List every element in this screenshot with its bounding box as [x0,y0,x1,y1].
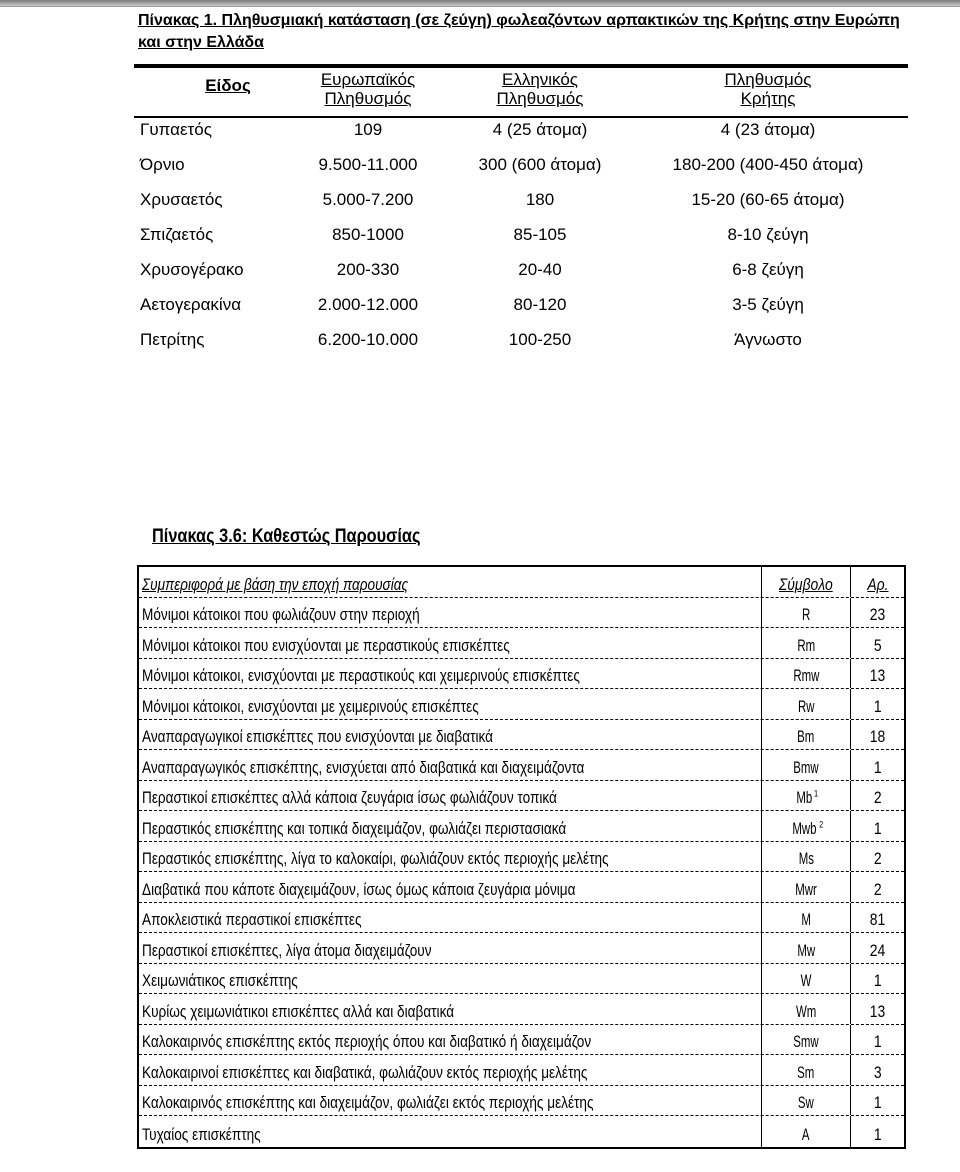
table2-description-cell [139,994,762,1024]
table2-symbol [799,971,812,991]
table1-value-cell: 300 (600 άτομα) [478,155,602,174]
table2-count: 23 [869,605,886,624]
table2-description: Αναπαραγωγικοί επισκέπτες που ενισχύονται με διαβατικά [142,727,493,746]
table2-row [139,811,904,842]
table2-description-cell [139,720,762,750]
table2-description-cell [139,1055,762,1085]
table1-value-cell: 6-8 ζεύγη [732,260,804,279]
table2-count: 1 [873,1093,882,1112]
table2-symbol-text: Mwb [791,818,817,838]
table2-row [139,689,904,720]
table2-description-cell [139,1025,762,1055]
table2-symbol-cell [762,903,851,933]
table2-description-cell [139,933,762,963]
table1-value-cell: 9.500-11.000 [318,155,418,174]
table1-header-line: Κρήτης [740,89,796,108]
table2-count-cell [851,870,904,902]
table2-symbol-text: Mb [795,788,812,807]
table2-description: Καλοκαιρινός επισκέπτης εκτός περιοχής όπου και διαβατικό ή διαχειμάζον [142,1032,592,1051]
table2-symbol [801,1125,810,1145]
table2-title: Πίνακας 3.6: Καθεστώς Παρουσίας [152,526,421,547]
table2-count: 2 [873,788,882,807]
table2-symbol-cell [762,933,851,963]
table2-description: Κυρίως χειμωνιάτικοι επισκέπτες αλλά και διαβατικά [142,1001,455,1021]
table2-description-cell [139,903,762,933]
table2-count-cell [851,687,904,719]
table2-symbol-cell [762,1055,851,1085]
table2-description-cell [139,628,762,658]
table1-header-cell [450,70,630,108]
table2-row [139,872,904,903]
table2-count-cell [851,596,904,628]
table1-value-cell: 3-5 ζεύγη [732,295,804,314]
table2-row [139,598,904,629]
table2-count-cell [851,779,904,811]
table2-symbol [791,1032,822,1052]
table2-description: Αναπαραγωγικός επισκέπτης, ενισχύεται από διαβατικά και διαχειμάζοντα [142,757,585,777]
table1-value-cell: 200-330 [336,260,400,279]
table1-top-rule [134,64,908,68]
table1-value-cell: 180 [525,190,555,209]
table2-description: Αποκλειστικά περαστικοί επισκέπτες [142,910,362,929]
table2-count-cell [851,1023,904,1055]
table2-description: Διαβατικά που κάποτε διαχειμάζουν, ίσως όμως κάποια ζευγάρια μόνιμα [142,879,576,899]
table2-row [139,994,904,1025]
table2-symbol-text: Sm [797,1062,815,1082]
table2-symbol-text: Sw [798,1093,814,1112]
table2-symbol [796,697,816,717]
table2-description-cell [139,811,762,841]
table2-symbol-text: W [800,971,812,990]
table1-value-cell: Άγνωστο [734,330,802,349]
table1-value-cell: 8-10 ζεύγη [727,225,809,244]
table2-row [139,1116,904,1147]
table2-count: 13 [869,666,886,685]
table2-symbol [791,758,822,778]
table2-symbol-cell [762,781,851,811]
table2-description: Περαστικοί επισκέπτες αλλά κάποια ζευγάρια ίσως φωλιάζουν τοπικά [142,788,557,807]
table2-symbol-cell [762,1025,851,1055]
table2-count: 1 [873,1124,882,1144]
table2-description-cell [139,750,762,780]
table2-count: 1 [873,757,882,777]
table2-count: 2 [873,849,882,868]
table1-header-cell [188,76,268,95]
table2-header-label: Συμπεριφορά με βάση την εποχή παρουσίας [142,574,409,594]
table2-row [139,933,904,964]
table2-count-cell [851,840,904,872]
table2-symbol [793,880,819,900]
table2-symbol-text: Wm [795,1001,817,1021]
table2-symbol [800,910,812,930]
table1-value-cell: 2.000-12.000 [317,295,419,314]
window-top-bar [0,0,960,7]
table2-symbol-cell [762,811,851,841]
table2-description-cell [139,964,762,994]
table2-symbol-cell [762,964,851,994]
table2-count-cell [851,657,904,689]
table1-species-cell: Αετογερακίνα [140,295,242,314]
table1-value-cell: 5.000-7.200 [322,190,414,209]
table2-symbol [797,849,816,869]
table1-species-cell: Όρνιο [140,155,185,174]
table2-symbol-text: Rm [797,635,815,655]
table2-description-cell [139,1116,762,1147]
table2-symbol-cell [762,689,851,719]
table2-description-cell [139,659,762,689]
table2-symbol [789,819,823,839]
table2-symbol-text: Smw [793,1032,819,1051]
table1-value-cell: 85-105 [513,225,567,244]
table2-count-cell [851,1084,904,1116]
table2-symbol [794,788,817,808]
table2-symbol-footnote: 1 [813,788,818,799]
table2-count: 13 [869,1001,886,1021]
table2-symbol-cell [762,1086,851,1116]
table2-description: Περαστικός επισκέπτης, λίγα το καλοκαίρι, φωλιάζουν εκτός περιοχής μελέτης [142,849,609,868]
table2-description-cell [139,598,762,628]
table1-header-line: Πληθυσμός [324,89,412,108]
table2-count-cell [851,901,904,933]
table2-symbol-text: Mwr [795,879,817,899]
table2-count: 2 [873,879,882,899]
table2-symbol-text: Ms [798,849,814,868]
table2-count-cell [851,626,904,658]
table2-row [139,1055,904,1086]
table2-symbol [790,666,822,686]
table2-symbol-cell [762,872,851,902]
table2 [137,565,906,1149]
table2-description-cell [139,1086,762,1116]
table2-symbol-text: Bmw [793,757,819,777]
table2-description: Μόνιμοι κάτοικοι, ενισχύονται με χειμερινούς επισκέπτες [142,696,479,716]
table2-symbol-cell [762,720,851,750]
table2-symbol-footnote: 2 [818,818,823,829]
table1-value-cell: 850-1000 [332,225,404,244]
table2-count: 24 [869,940,886,960]
table2-symbol [796,1063,817,1083]
table1-header-line: Ελληνικός [501,70,578,89]
table2-row [139,628,904,659]
table2-description: Καλοκαιρινός επισκέπτης και διαχειμάζον, φωλιάζει εκτός περιοχής μελέτης [142,1093,594,1112]
table1-species-cell: Γυπαετός [140,120,212,139]
table1-title: Πίνακας 1. Πληθυσμιακή κατάσταση (σε ζεύγη) φωλεαζόντων αρπακτικών της Κρήτης στην Ευρώπη και στην Ελλάδα [138,12,900,51]
table2-count-cell [851,1053,904,1085]
table1-value-cell: 109 [353,120,383,139]
table2-description: Καλοκαιρινοί επισκέπτες και διαβατικά, φωλιάζουν εκτός περιοχής μελέτης [142,1062,588,1082]
table2-symbol-text: Rmw [792,666,820,685]
table2-description-cell [139,872,762,902]
table2-count: 1 [873,696,882,716]
table2-header-cell [139,567,762,597]
table2-row [139,903,904,934]
table2-description: Μόνιμοι κάτοικοι που φωλιάζουν στην περιοχή [142,605,420,624]
table1-species-cell: Χρυσογέρακο [140,260,244,279]
table2-symbol-text: M [801,910,811,929]
table2-count: 1 [873,818,882,838]
table2-count-cell [851,718,904,750]
table1-header-line: Πληθυσμός [724,70,812,89]
table2-count: 1 [873,971,882,990]
table1-header-cell [678,70,858,108]
table2-count: 5 [873,635,882,655]
table2-header-row [139,567,904,598]
table2-row [139,720,904,751]
table1-value-cell: 6.200-10.000 [317,330,419,349]
table2-symbol-text: A [802,1124,810,1144]
table2-symbol-cell [762,598,851,628]
table2-symbol-text: Bm [797,727,815,746]
table2-header-label: Σύμβολο [779,574,833,594]
table2-symbol-cell [762,628,851,658]
table2-count-cell [851,992,904,1024]
table2-symbol-cell [762,842,851,872]
table2-symbol-text: Mw [797,940,815,960]
table2-description-cell [139,842,762,872]
table2-symbol [794,1002,819,1022]
table2-symbol [801,605,811,625]
table1-value-cell: 20-40 [518,260,562,279]
table1-header-line: Ευρωπαϊκός [320,70,416,89]
table2-description: Χειμωνιάτικος επισκέπτης [142,971,298,990]
table1-species-cell: Σπιζαετός [140,225,214,244]
table2-count: 81 [869,910,886,929]
table2-count: 18 [869,727,886,746]
table1-value-cell: 4 (25 άτομα) [492,120,588,139]
table1-header-rule [134,116,908,118]
table2-symbol-text: R [801,605,811,624]
table2-symbol-cell [762,750,851,780]
table2-count: 1 [873,1032,882,1051]
table2-description: Περαστικός επισκέπτης και τοπικά διαχειμάζον, φωλιάζει περιστασιακά [142,818,567,838]
table2-symbol-cell [762,994,851,1024]
table2-description-cell [139,781,762,811]
table1-value-cell: 100-250 [508,330,572,349]
table2-symbol [796,727,817,747]
table2-header-label: Αρ. [866,574,889,594]
table2-row [139,842,904,873]
table1-species-cell: Χρυσαετός [140,190,223,209]
table2-row [139,659,904,690]
table2-row [139,1025,904,1056]
table2-description: Μόνιμοι κάτοικοι, ενισχύονται με περαστικούς και χειμερινούς επισκέπτες [142,666,580,685]
table1-value-cell: 80-120 [513,295,567,314]
table2-count-cell [851,748,904,780]
table2-row [139,964,904,995]
table1-header-cell [278,70,458,108]
table2-count-cell [851,931,904,963]
table2-description: Μόνιμοι κάτοικοι που ενισχύονται με περαστικούς επισκέπτες [142,635,510,655]
table2-row [139,1086,904,1117]
table2-row [139,750,904,781]
table1-header-line: Είδος [205,76,251,95]
table1-header-line: Πληθυσμός [496,89,584,108]
table2-description: Περαστικοί επισκέπτες, λίγα άτομα διαχειμάζουν [142,940,432,960]
table1-value-cell: 15-20 (60-65 άτομα) [691,190,845,209]
table2-symbol [795,636,817,656]
table2-header-cell [851,565,904,597]
table2-header-cell [762,567,851,597]
table2-description-cell [139,689,762,719]
table2-count: 3 [873,1062,882,1082]
table2-symbol [795,941,817,961]
table2-symbol-cell [762,659,851,689]
table2-symbol-cell [762,1116,851,1147]
table1-value-cell: 4 (23 άτομα) [720,120,816,139]
table2-description: Τυχαίος επισκέπτης [142,1124,261,1144]
table1-value-cell: 180-200 (400-450 άτομα) [672,155,864,174]
table1-species-cell: Πετρίτης [140,330,205,349]
table2-count-cell [851,1114,904,1147]
table2-symbol [796,1093,815,1113]
table2-count-cell [851,962,904,994]
table2-count-cell [851,809,904,841]
table2-symbol-text: Rw [797,696,815,716]
table2-row [139,781,904,812]
